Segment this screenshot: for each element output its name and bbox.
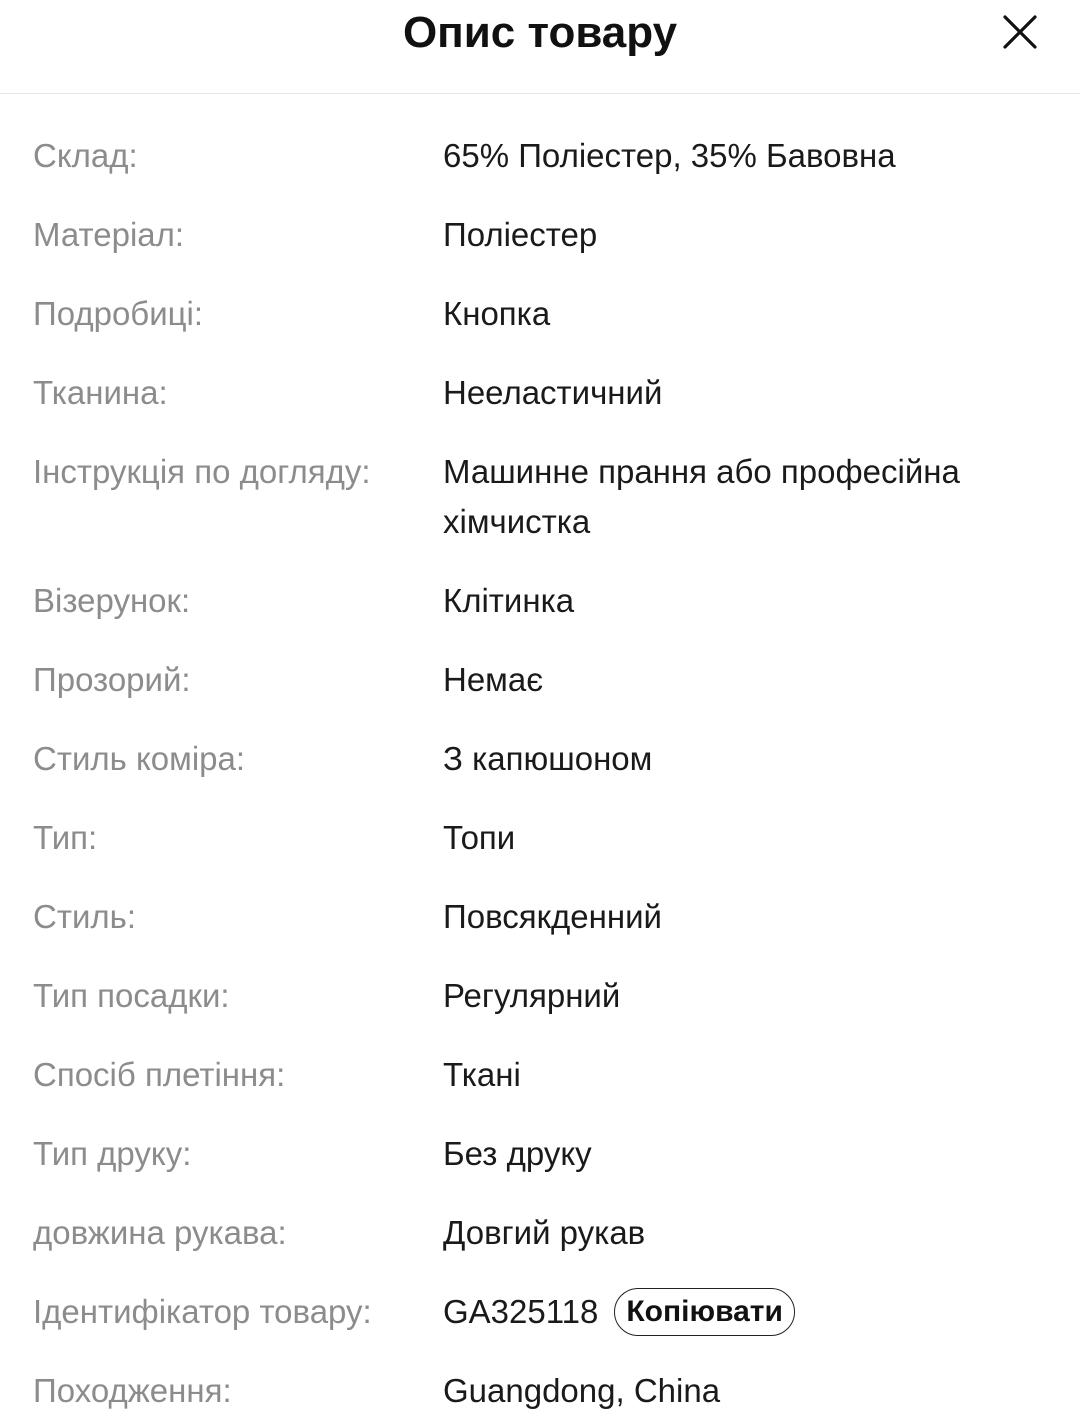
attribute-value: Топи bbox=[443, 819, 516, 856]
attribute-value: Нееластичний bbox=[443, 374, 663, 411]
attribute-row bbox=[0, 697, 1080, 784]
product-id-line bbox=[443, 1287, 1043, 1337]
attribute-row bbox=[0, 618, 1080, 705]
attribute-label: Походження: bbox=[33, 1372, 232, 1409]
attribute-row bbox=[0, 855, 1080, 942]
attribute-value: Повсякденний bbox=[443, 898, 662, 935]
attribute-label: Прозорий: bbox=[33, 661, 191, 698]
attribute-value: Guangdong, China bbox=[443, 1372, 721, 1409]
attribute-row bbox=[0, 1013, 1080, 1100]
attribute-value: Довгий рукав bbox=[443, 1214, 646, 1251]
attribute-value: Регулярний bbox=[443, 977, 621, 1014]
attribute-label: Стиль коміра: bbox=[33, 740, 246, 777]
attribute-list bbox=[0, 94, 1080, 1408]
attribute-row bbox=[0, 539, 1080, 626]
attribute-row bbox=[0, 1250, 1080, 1337]
close-icon bbox=[997, 9, 1043, 55]
attribute-label: Тканина: bbox=[33, 374, 168, 411]
close-button[interactable] bbox=[997, 9, 1043, 55]
attribute-row bbox=[0, 1329, 1080, 1416]
sheet-header bbox=[0, 0, 1080, 94]
attribute-label: довжина рукава: bbox=[33, 1214, 287, 1251]
attribute-label: Стиль: bbox=[33, 898, 136, 935]
attribute-row bbox=[0, 1092, 1080, 1179]
attribute-label: Візерунок: bbox=[33, 582, 191, 619]
attribute-value: 65% Поліестер, 35% Бавовна bbox=[443, 137, 896, 174]
attribute-label: Спосіб плетіння: bbox=[33, 1056, 286, 1093]
attribute-label: Матеріал: bbox=[33, 216, 185, 253]
attribute-row bbox=[0, 173, 1080, 260]
attribute-label: Подробиці: bbox=[33, 295, 204, 332]
attribute-value: Немає bbox=[443, 661, 544, 698]
attribute-row bbox=[0, 934, 1080, 1021]
attribute-value: З капюшоном bbox=[443, 740, 653, 777]
attribute-value: Ткані bbox=[443, 1056, 521, 1093]
attribute-value: Поліестер bbox=[443, 216, 598, 253]
attribute-value: Клітинка bbox=[443, 582, 575, 619]
sheet-title: Опис товару bbox=[402, 8, 678, 57]
attribute-row bbox=[0, 1171, 1080, 1258]
attribute-label: Тип посадки: bbox=[33, 977, 230, 1014]
attribute-row bbox=[0, 331, 1080, 418]
attribute-value: Машинне прання або професійна хімчистка bbox=[443, 453, 960, 540]
attribute-row bbox=[0, 776, 1080, 863]
attribute-label: Склад: bbox=[33, 137, 138, 174]
attribute-value: Без друку bbox=[443, 1135, 592, 1172]
attribute-row bbox=[0, 94, 1080, 181]
attribute-value bbox=[443, 1287, 1043, 1337]
attribute-label: Тип: bbox=[33, 819, 98, 856]
attribute-label: Інструкція по догляду: bbox=[33, 453, 371, 490]
attribute-label: Ідентифікатор товару: bbox=[33, 1293, 372, 1330]
attribute-label: Тип друку: bbox=[33, 1135, 192, 1172]
product-id-value[interactable]: GA325118 bbox=[443, 1293, 599, 1330]
copy-button[interactable]: Копіювати bbox=[614, 1288, 795, 1336]
attribute-row bbox=[0, 252, 1080, 339]
attribute-value: Кнопка bbox=[443, 295, 551, 332]
attribute-row bbox=[0, 410, 1080, 547]
